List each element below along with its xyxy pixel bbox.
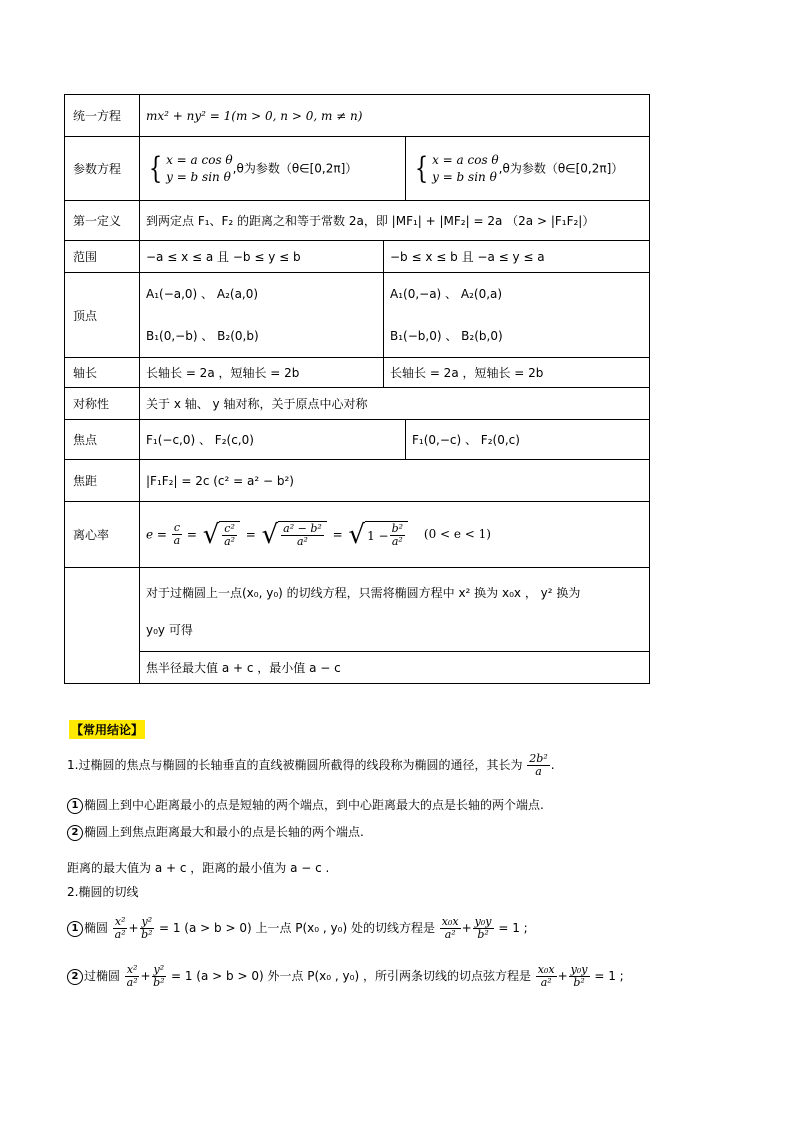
table-row (65, 460, 650, 502)
row-label: 离心率 (65, 502, 140, 568)
row-label: 轴长 (65, 358, 140, 388)
row-label: 对称性 (65, 388, 140, 420)
table-row (65, 502, 650, 568)
equals: = (245, 527, 256, 541)
row-label: 顶点 (65, 273, 140, 358)
table-row (65, 420, 650, 460)
range-left: −a ≤ x ≤ a 且 −b ≤ y ≤ b (140, 241, 384, 273)
param-tail: ,θ为参数（θ∈[0,2π]） (232, 161, 358, 175)
table-row (65, 241, 650, 273)
table-row (65, 388, 650, 420)
sqrt: √ $\frac{\text{a² − b²}}{\text{a²}}$ (262, 521, 327, 549)
param-tail: ,θ为参数（θ∈[0,2π]） (498, 161, 624, 175)
symmetry: 关于 x 轴、 y 轴对称，关于原点中心对称 (140, 388, 650, 420)
param-x: x = a cos θ (432, 152, 499, 167)
eccentricity-formula (140, 502, 650, 568)
table-row (65, 273, 650, 358)
ecc-lhs: e = (146, 527, 167, 541)
circled-number: 2 (67, 969, 83, 985)
row-label: 统一方程 (65, 95, 140, 137)
table-row (65, 358, 650, 388)
conclusion-item-2: 2 椭圆上到焦点距离最大和最小的点是长轴的两个端点. (67, 823, 364, 841)
equals: = (186, 527, 197, 541)
tangent-item-1: 1 椭圆 $\frac{\text{x²}}{\text{a²}}$ + $\frac{\text{y²}}{\text{b²}}$ = 1 (a > b > 0) 上一点 P(x₀ , y₀) 处的切线方程是 $\frac{\text{x₀x}}{\text{a²}}$ + $\frac{\text{y₀y}}{\text{b²}}$ = 1 ; (67, 910, 528, 946)
ellipse-properties-table (64, 94, 650, 684)
range-right: −b ≤ x ≤ b 且 −a ≤ y ≤ a (384, 241, 650, 273)
fraction: $\frac{\text{2b²}}{a}$ (529, 752, 548, 778)
fraction: $\frac{\text{x₀x}}{\text{a²}}$ (441, 915, 459, 941)
circled-number: 1 (67, 798, 83, 814)
table-row (65, 201, 650, 241)
vertex-line: A₁(0,−a) 、 A₂(0,a) (390, 287, 503, 301)
tangent-note-line: 对于过椭圆上一点(x₀, y₀) 的切线方程，只需将椭圆方程中 x² 换为 x₀x ， y² 换为 (146, 585, 581, 600)
param-y: y = b sin θ (432, 169, 497, 184)
vertex-line: B₁(0,−b) 、 B₂(0,b) (146, 329, 259, 343)
sqrt: √ $\frac{\text{c²}}{\text{a²}}$ (203, 521, 240, 549)
vertex-line: A₁(−a,0) 、 A₂(a,0) (146, 287, 259, 301)
fraction: $\frac{\text{y²}}{\text{b²}}$ (153, 963, 165, 989)
circled-number: 2 (67, 825, 83, 841)
tangent-item-2: 2 过椭圆 $\frac{\text{x²}}{\text{a²}}$ + $\frac{\text{y²}}{\text{b²}}$ = 1 (a > b > 0) 外一点 P(x₀ , y₀) ，所引两条切线的切点弦方程是 $\frac{\text{x₀x}}{\text{a²}}$ + $\frac{\text{y₀y}}{\text{b²}}$ = 1 ; (67, 958, 624, 994)
row-label: 范围 (65, 241, 140, 273)
fraction: $\frac{\text{y₀y}}{\text{b²}}$ (570, 963, 588, 989)
row-label: 第一定义 (65, 201, 140, 241)
param-equation-right: { x = a cos θ y = b sin θ ,θ为参数（θ∈[0,2π]） (406, 137, 650, 201)
table-row (65, 652, 650, 684)
table-row (65, 95, 650, 137)
table-row (65, 137, 650, 201)
tangent-note (140, 568, 650, 652)
axis-length-right: 长轴长 = 2a ，短轴长 = 2b (384, 358, 650, 388)
fraction: $\frac{\text{x₀x}}{\text{a²}}$ (537, 963, 555, 989)
circled-number: 1 (67, 921, 83, 937)
focus-left: F₁(−c,0) 、 F₂(c,0) (140, 420, 406, 460)
focus-right: F₁(0,−c) 、 F₂(0,c) (406, 420, 650, 460)
fraction: $\frac{\text{x²}}{\text{a²}}$ (126, 963, 138, 989)
first-definition: 到两定点 F₁、F₂ 的距离之和等于常数 2a，即 |MF₁| + |MF₂| = 2a （2a > |F₁F₂|） (140, 201, 650, 241)
vertices-right (384, 273, 650, 358)
conclusions-heading: 【常用结论】 (69, 720, 145, 739)
row-label-empty (65, 568, 140, 684)
conclusion-item-1: 1 椭圆上到中心距离最小的点是短轴的两个端点，到中心距离最大的点是长轴的两个端点. (67, 796, 544, 814)
fraction: $\frac{\text{x²}}{\text{a²}}$ (114, 915, 126, 941)
axis-length-left: 长轴长 = 2a ，短轴长 = 2b (140, 358, 384, 388)
fraction: $\frac{\text{y²}}{\text{b²}}$ (141, 915, 153, 941)
focal-radius: 焦半径最大值 a + c ，最小值 a − c (140, 652, 650, 684)
section-2-title: 2.椭圆的切线 (67, 885, 139, 899)
ecc-range: (0 < e < 1) (423, 527, 491, 541)
vertex-line: B₁(−b,0) 、 B₂(b,0) (390, 329, 503, 343)
row-label: 参数方程 (65, 137, 140, 201)
fraction: $\frac{c}{a}$ (173, 521, 181, 547)
row-label: 焦点 (65, 420, 140, 460)
focal-distance: |F₁F₂| = 2c (c² = a² − b²) (140, 460, 650, 502)
param-y: y = b sin θ (166, 169, 231, 184)
param-x: x = a cos θ (166, 152, 233, 167)
vertices-left (140, 273, 384, 358)
param-equation-left: { x = a cos θ y = b sin θ ,θ为参数（θ∈[0,2π]） (140, 137, 406, 201)
table-row (65, 568, 650, 652)
conclusion-1: 1.过椭圆的焦点与椭圆的长轴垂直的直线被椭圆所截得的线段称为椭圆的通径，其长为 $\frac{\text{2b²}}{a}$ . (67, 752, 555, 778)
distance-note: 距离的最大值为 a + c ，距离的最小值为 a − c . (67, 861, 330, 875)
equals: = (332, 527, 343, 541)
unified-equation: mx² + ny² = 1(m > 0, n > 0, m ≠ n) (140, 95, 650, 137)
fraction: $\frac{\text{y₀y}}{\text{b²}}$ (474, 915, 492, 941)
sqrt: √ 1 − $\frac{\text{b²}}{\text{a²}}$ (349, 521, 409, 549)
row-label: 焦距 (65, 460, 140, 502)
tangent-note-line: y₀y 可得 (146, 622, 193, 637)
